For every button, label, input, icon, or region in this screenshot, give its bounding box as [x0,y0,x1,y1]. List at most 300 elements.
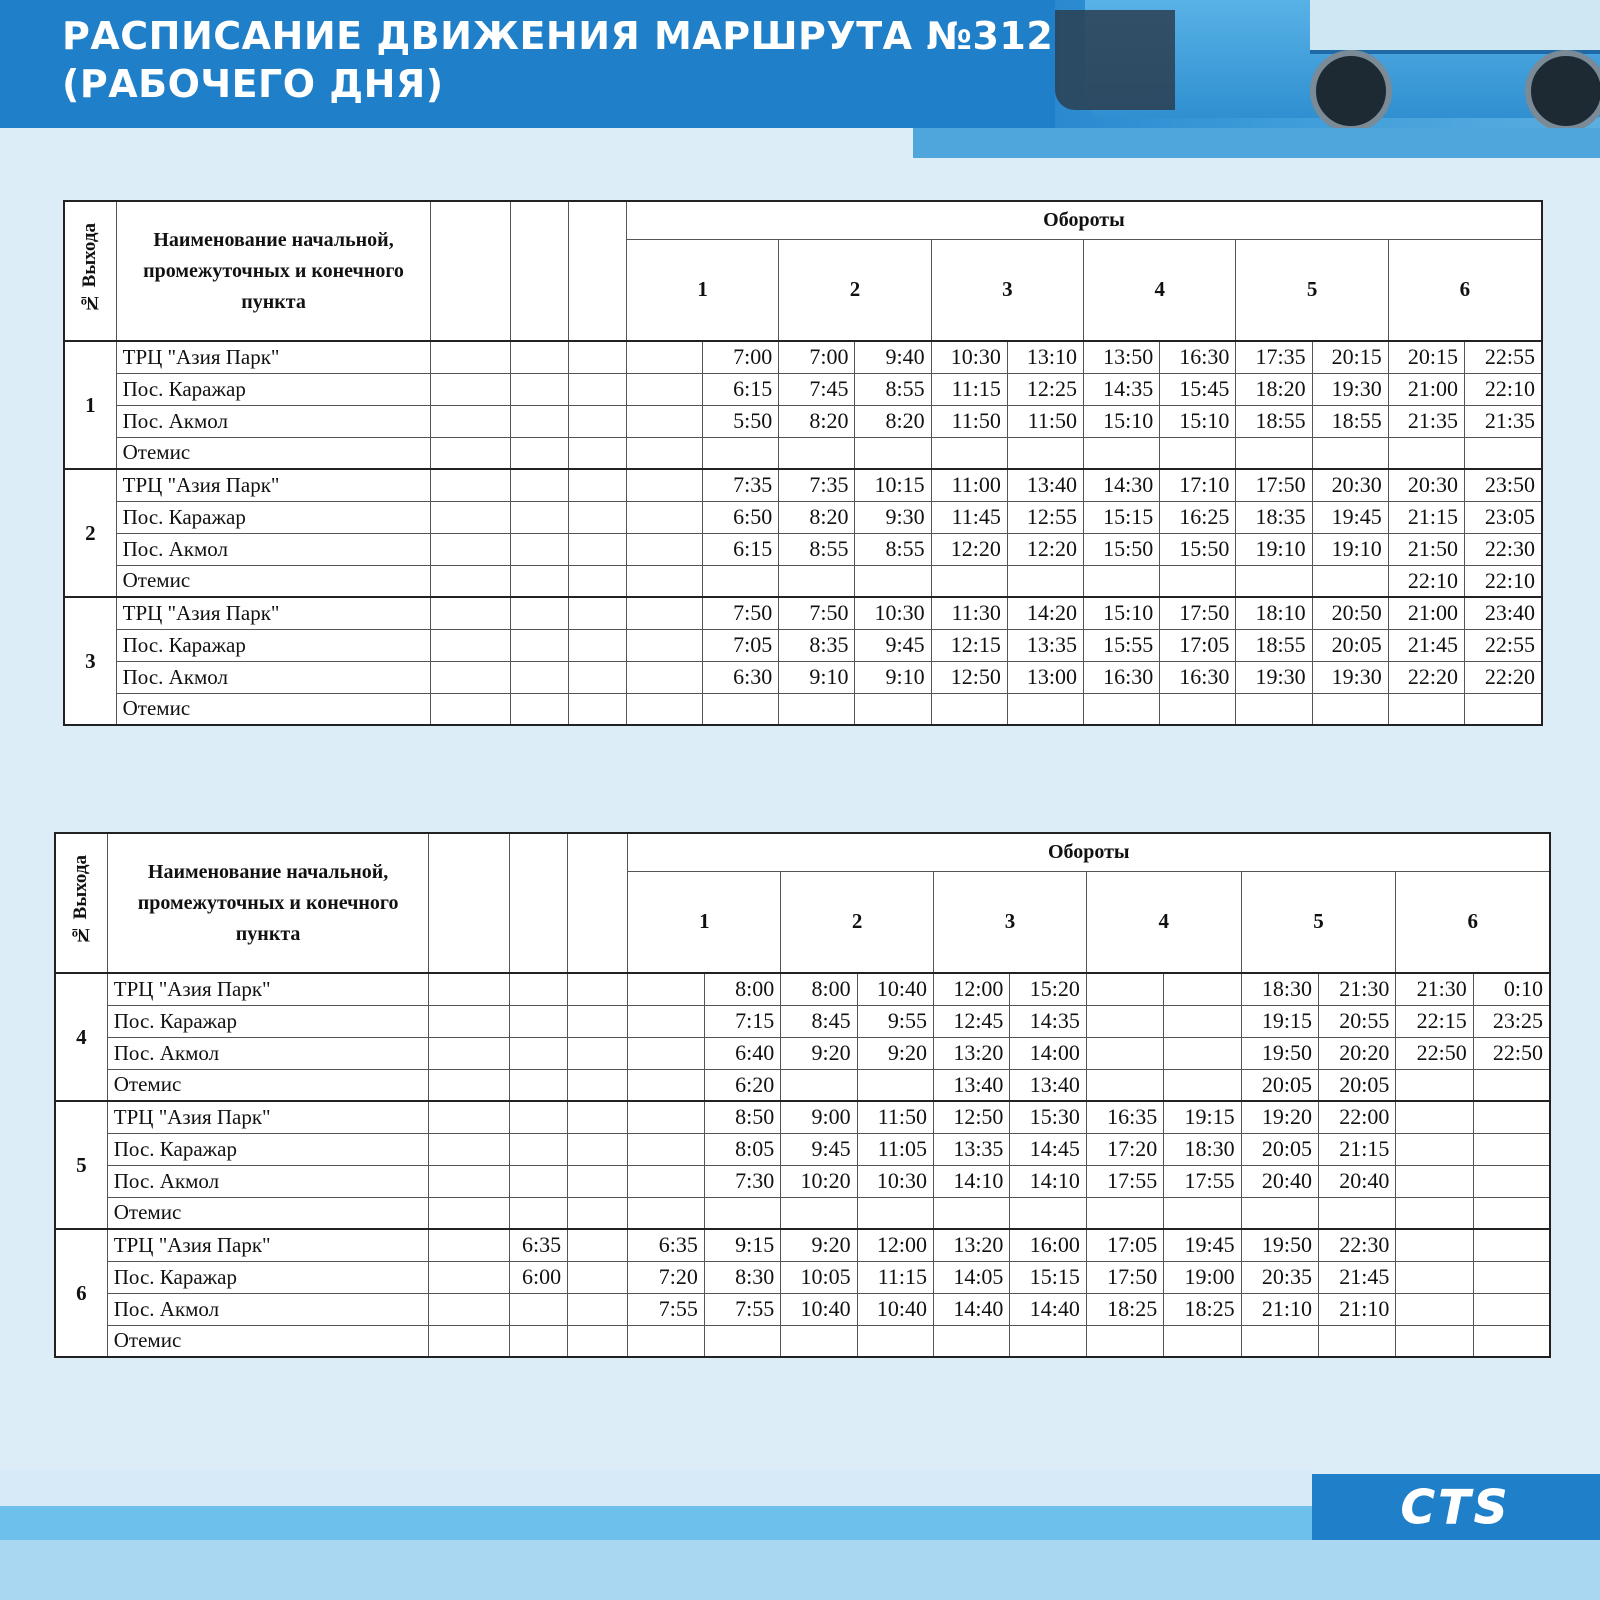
extra-time-cell [568,1037,628,1069]
time-cell [628,1005,704,1037]
time-cell [1086,1005,1163,1037]
time-cell [855,693,931,725]
extra-time-cell [510,405,568,437]
time-cell: 8:00 [781,973,857,1005]
extra-time-cell [431,565,510,597]
time-cell [857,1325,933,1357]
time-cell: 9:55 [857,1005,933,1037]
time-cell: 22:10 [1464,565,1542,597]
time-cell: 21:50 [1388,533,1464,565]
extra-time-cell [510,565,568,597]
time-cell: 16:25 [1160,501,1236,533]
time-cell: 18:20 [1236,373,1312,405]
time-cell: 20:55 [1319,1005,1396,1037]
time-cell: 7:00 [703,341,779,373]
time-cell [1084,693,1160,725]
time-cell: 20:20 [1319,1037,1396,1069]
schedule-table-1 [63,200,1543,726]
extra-time-cell [431,341,510,373]
stop-name: Пос. Акмол [116,405,431,437]
time-cell [626,533,702,565]
time-cell: 12:20 [931,533,1007,565]
time-cell [1236,693,1312,725]
time-cell: 9:00 [781,1101,857,1133]
time-cell: 9:45 [855,629,931,661]
extra-time-cell: 6:00 [509,1261,567,1293]
time-cell [1396,1325,1473,1357]
header-strip [913,128,1600,158]
time-cell: 14:45 [1010,1133,1086,1165]
footer-light-band [0,1470,1312,1506]
time-cell: 7:35 [779,469,855,501]
time-cell: 22:55 [1464,629,1542,661]
vyhod-number: 6 [55,1229,107,1357]
extra-time-cell [509,1133,567,1165]
time-cell: 15:15 [1010,1261,1086,1293]
extra-time-cell [568,1069,628,1101]
time-cell [1160,693,1236,725]
time-cell [704,1325,780,1357]
time-cell: 22:20 [1388,661,1464,693]
extra-time-cell [429,1325,509,1357]
time-cell: 16:30 [1084,661,1160,693]
time-cell: 11:50 [931,405,1007,437]
time-cell [1164,1325,1241,1357]
time-cell: 13:50 [1084,341,1160,373]
time-cell: 20:40 [1241,1165,1318,1197]
time-cell [1473,1261,1550,1293]
time-cell: 11:45 [931,501,1007,533]
extra-time-cell [568,501,626,533]
vyhod-header-label: № Выхода [70,854,92,946]
extra-time-cell [568,597,626,629]
time-cell: 10:40 [857,973,933,1005]
extra-time-cell [431,405,510,437]
extra-time-cell [429,1069,509,1101]
extra-time-cell [510,661,568,693]
time-cell: 12:50 [934,1101,1010,1133]
vyhod-number: 1 [64,341,116,469]
time-cell: 19:45 [1312,501,1388,533]
time-cell [857,1197,933,1229]
time-cell [628,1069,704,1101]
time-cell: 8:55 [779,533,855,565]
time-cell [781,1197,857,1229]
time-cell: 6:15 [703,533,779,565]
time-cell [1164,1069,1241,1101]
time-cell [1086,1325,1163,1357]
time-cell [1160,437,1236,469]
time-cell [1396,1101,1473,1133]
time-cell: 15:10 [1084,405,1160,437]
time-cell [626,341,702,373]
time-cell: 9:10 [779,661,855,693]
table-row [64,693,1542,725]
time-cell: 13:35 [1007,629,1083,661]
table-row [64,469,1542,501]
time-cell: 10:40 [781,1293,857,1325]
turn-5-header: 5 [1236,239,1388,341]
time-cell: 22:30 [1464,533,1542,565]
table-row [64,661,1542,693]
time-cell: 8:55 [855,373,931,405]
time-cell: 16:30 [1160,661,1236,693]
vyhod-header [55,833,107,973]
time-cell: 20:05 [1241,1069,1318,1101]
time-cell: 12:15 [931,629,1007,661]
time-cell [1084,437,1160,469]
time-cell: 7:55 [704,1293,780,1325]
time-cell [934,1197,1010,1229]
time-cell [1473,1197,1550,1229]
time-cell: 7:35 [703,469,779,501]
time-cell [1319,1197,1396,1229]
time-cell: 17:05 [1160,629,1236,661]
time-cell: 18:10 [1236,597,1312,629]
time-cell [626,565,702,597]
time-cell: 18:30 [1164,1133,1241,1165]
extra-time-cell [509,1037,567,1069]
time-cell [1086,1037,1163,1069]
page-title [62,12,1053,108]
extra-time-cell [568,693,626,725]
time-cell [628,1165,704,1197]
extra-time-cell [429,1037,509,1069]
time-cell: 15:10 [1160,405,1236,437]
time-cell [1007,693,1083,725]
time-cell [628,1325,704,1357]
time-cell [855,437,931,469]
extra-time-cell [431,469,510,501]
extra-time-cell [509,1101,567,1133]
stop-name: ТРЦ "Азия Парк" [107,973,429,1005]
title-line-1: РАСПИСАНИЕ ДВИЖЕНИЯ МАРШРУТА №312 [62,14,1054,58]
time-cell: 22:30 [1319,1229,1396,1261]
table-row [64,501,1542,533]
extra-time-cell [568,1101,628,1133]
time-cell: 9:30 [855,501,931,533]
time-cell: 18:55 [1312,405,1388,437]
table-row [55,1101,1550,1133]
time-cell: 15:45 [1160,373,1236,405]
time-cell [1010,1325,1086,1357]
table-row [55,1069,1550,1101]
extra-time-cell [431,661,510,693]
stop-name: ТРЦ "Азия Парк" [116,597,431,629]
extra-time-cell [568,437,626,469]
time-cell: 13:40 [1007,469,1083,501]
time-cell [1388,693,1464,725]
time-cell: 22:10 [1388,565,1464,597]
time-cell: 17:10 [1160,469,1236,501]
header-row [64,201,1542,239]
oboroty-header: Обороты [628,833,1550,871]
time-cell: 9:20 [857,1037,933,1069]
time-cell: 17:55 [1164,1165,1241,1197]
time-cell: 14:40 [1010,1293,1086,1325]
time-cell: 19:45 [1164,1229,1241,1261]
turn-1-header: 1 [626,239,778,341]
time-cell [703,565,779,597]
time-cell: 11:50 [1007,405,1083,437]
table-row [55,1133,1550,1165]
time-cell: 19:15 [1241,1005,1318,1037]
vyhod-number: 3 [64,597,116,725]
time-cell: 7:45 [779,373,855,405]
time-cell: 21:35 [1464,405,1542,437]
time-cell [1312,437,1388,469]
time-cell [1396,1229,1473,1261]
time-cell: 19:50 [1241,1229,1318,1261]
table-row [64,341,1542,373]
extra-time-cell [431,533,510,565]
time-cell: 8:20 [779,501,855,533]
time-cell [1086,1197,1163,1229]
time-cell [781,1325,857,1357]
time-cell: 13:40 [934,1069,1010,1101]
time-cell: 18:55 [1236,629,1312,661]
time-cell [704,1197,780,1229]
table-row [55,1197,1550,1229]
time-cell [931,693,1007,725]
extra-time-cell [510,501,568,533]
time-cell [1241,1197,1318,1229]
time-cell: 6:40 [704,1037,780,1069]
time-cell: 15:50 [1084,533,1160,565]
time-cell: 19:15 [1164,1101,1241,1133]
stop-name: Пос. Каражар [107,1133,429,1165]
blank-header-cell [568,201,626,341]
time-cell [1010,1197,1086,1229]
extra-time-cell [509,1005,567,1037]
table-row [64,405,1542,437]
turn-3-header: 3 [934,871,1087,973]
extra-time-cell [510,437,568,469]
stop-name: Пос. Акмол [107,1293,429,1325]
extra-time-cell [429,1101,509,1133]
time-cell: 6:20 [704,1069,780,1101]
stop-name: Отемис [116,437,431,469]
stop-name-header: Наименование начальной, промежуточных и конечного пункта [107,833,429,973]
time-cell: 20:50 [1312,597,1388,629]
time-cell [628,1101,704,1133]
stop-name: Отемис [116,693,431,725]
extra-time-cell [568,973,628,1005]
time-cell: 9:20 [781,1037,857,1069]
table-row [55,1293,1550,1325]
time-cell: 17:20 [1086,1133,1163,1165]
turn-4-header: 4 [1086,871,1241,973]
extra-time-cell [510,629,568,661]
table-row [64,629,1542,661]
table-row [55,1037,1550,1069]
time-cell [857,1069,933,1101]
time-cell [1473,1069,1550,1101]
time-cell: 9:45 [781,1133,857,1165]
extra-time-cell [510,373,568,405]
vyhod-number: 2 [64,469,116,597]
extra-time-cell [510,341,568,373]
extra-time-cell [509,1165,567,1197]
cts-logo [1312,1474,1600,1540]
time-cell: 15:55 [1084,629,1160,661]
time-cell: 17:35 [1236,341,1312,373]
time-cell: 8:55 [855,533,931,565]
extra-time-cell [509,1069,567,1101]
bus-photo [1055,0,1600,128]
stop-name: Пос. Акмол [107,1165,429,1197]
time-cell [1086,1069,1163,1101]
time-cell [1473,1133,1550,1165]
time-cell: 22:55 [1464,341,1542,373]
stop-name: Пос. Каражар [107,1005,429,1037]
time-cell: 21:00 [1388,597,1464,629]
time-cell [628,973,704,1005]
time-cell [779,693,855,725]
extra-time-cell [429,1293,509,1325]
time-cell: 20:40 [1319,1165,1396,1197]
time-cell [626,501,702,533]
time-cell: 17:50 [1236,469,1312,501]
time-cell: 14:10 [1010,1165,1086,1197]
time-cell: 13:00 [1007,661,1083,693]
title-line-2: (РАБОЧЕГО ДНЯ) [62,62,444,106]
time-cell [855,565,931,597]
extra-time-cell [509,1325,567,1357]
time-cell: 7:30 [704,1165,780,1197]
time-cell [626,693,702,725]
turn-4-header: 4 [1084,239,1236,341]
stop-name: Пос. Акмол [107,1037,429,1069]
time-cell [628,1197,704,1229]
stop-name-header: Наименование начальной, промежуточных и конечного пункта [116,201,431,341]
vyhod-header-label: № Выхода [79,222,101,314]
time-cell [628,1037,704,1069]
table-row [55,1325,1550,1357]
time-cell: 22:20 [1464,661,1542,693]
extra-time-cell [568,1325,628,1357]
extra-time-cell [568,1133,628,1165]
time-cell: 17:55 [1086,1165,1163,1197]
time-cell: 20:05 [1241,1133,1318,1165]
extra-time-cell [568,1197,628,1229]
time-cell: 12:20 [1007,533,1083,565]
vyhod-number: 5 [55,1101,107,1229]
time-cell [1236,565,1312,597]
time-cell [1084,565,1160,597]
bus-wheel [1310,50,1392,128]
turn-2-header: 2 [779,239,931,341]
time-cell: 21:15 [1319,1133,1396,1165]
time-cell [703,693,779,725]
extra-time-cell [429,973,509,1005]
time-cell: 22:50 [1473,1037,1550,1069]
extra-time-cell [429,1005,509,1037]
time-cell: 16:00 [1010,1229,1086,1261]
stop-name: Пос. Акмол [116,533,431,565]
time-cell: 12:25 [1007,373,1083,405]
extra-time-cell [510,693,568,725]
blank-header-cell [510,201,568,341]
time-cell: 12:45 [934,1005,1010,1037]
time-cell: 15:20 [1010,973,1086,1005]
turn-6-header: 6 [1396,871,1550,973]
time-cell [1396,1261,1473,1293]
time-cell: 10:30 [931,341,1007,373]
time-cell: 8:20 [779,405,855,437]
time-cell: 18:55 [1236,405,1312,437]
turn-6-header: 6 [1388,239,1542,341]
table-row [64,437,1542,469]
time-cell: 21:30 [1319,973,1396,1005]
time-cell: 12:55 [1007,501,1083,533]
table-row [55,1005,1550,1037]
time-cell [779,565,855,597]
turn-5-header: 5 [1241,871,1396,973]
time-cell: 11:15 [931,373,1007,405]
time-cell: 7:00 [779,341,855,373]
time-cell: 11:00 [931,469,1007,501]
time-cell [626,405,702,437]
schedule-table-2 [54,832,1551,1358]
time-cell [1396,1165,1473,1197]
oboroty-header: Обороты [626,201,1542,239]
extra-time-cell [568,661,626,693]
time-cell: 7:50 [779,597,855,629]
time-cell: 12:00 [857,1229,933,1261]
time-cell: 14:20 [1007,597,1083,629]
extra-time-cell [568,565,626,597]
time-cell: 14:30 [1084,469,1160,501]
turn-3-header: 3 [931,239,1083,341]
extra-time-cell [568,629,626,661]
time-cell: 12:00 [934,973,1010,1005]
extra-time-cell [509,1197,567,1229]
time-cell: 7:15 [704,1005,780,1037]
blank-header-cell [431,201,510,341]
time-cell [1464,437,1542,469]
time-cell: 9:40 [855,341,931,373]
time-cell: 19:30 [1312,373,1388,405]
time-cell: 6:30 [703,661,779,693]
time-cell [1396,1069,1473,1101]
time-cell [626,437,702,469]
extra-time-cell [429,1165,509,1197]
extra-time-cell [429,1229,509,1261]
time-cell: 21:30 [1396,973,1473,1005]
bus-wheel [1525,50,1600,128]
time-cell: 5:50 [703,405,779,437]
time-cell: 14:00 [1010,1037,1086,1069]
time-cell: 23:40 [1464,597,1542,629]
stop-name: Пос. Каражар [107,1261,429,1293]
stop-name: Отемис [116,565,431,597]
time-cell: 22:10 [1464,373,1542,405]
extra-time-cell [568,341,626,373]
time-cell [1312,693,1388,725]
time-cell: 19:30 [1312,661,1388,693]
time-cell: 21:10 [1241,1293,1318,1325]
time-cell: 19:10 [1236,533,1312,565]
time-cell: 20:15 [1388,341,1464,373]
time-cell: 19:10 [1312,533,1388,565]
time-cell [1473,1325,1550,1357]
stop-name: ТРЦ "Азия Парк" [116,341,431,373]
time-cell: 8:45 [781,1005,857,1037]
time-cell [626,469,702,501]
time-cell: 21:10 [1319,1293,1396,1325]
blank-header-cell [509,833,567,973]
